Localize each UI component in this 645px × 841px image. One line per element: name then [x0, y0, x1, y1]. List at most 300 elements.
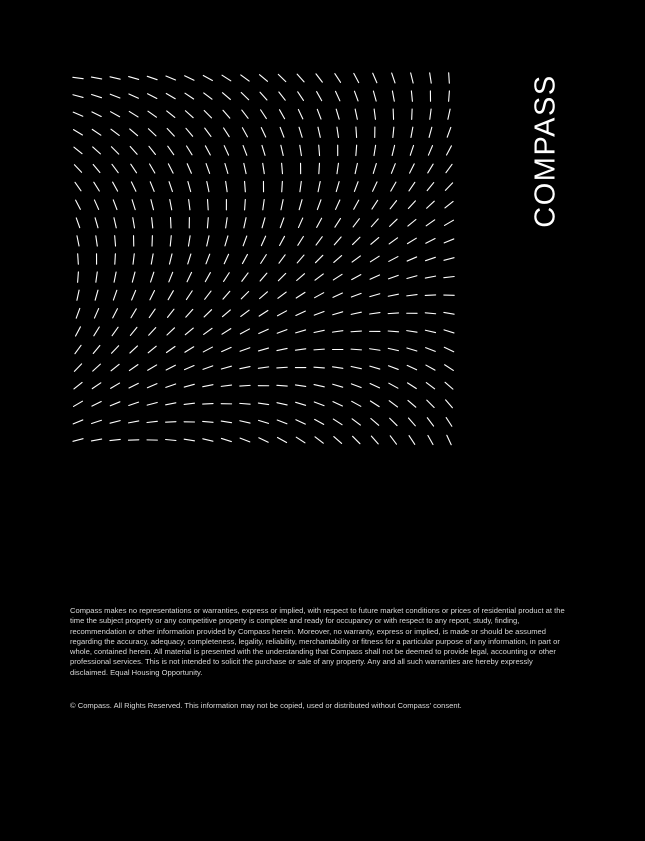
pattern-stroke — [260, 75, 268, 82]
pattern-stroke — [166, 76, 176, 80]
pattern-stroke — [388, 348, 398, 350]
pattern-stroke — [261, 255, 267, 264]
pattern-stroke — [221, 385, 231, 386]
pattern-stroke — [356, 145, 357, 155]
pattern-stroke — [110, 77, 120, 79]
pattern-stroke — [185, 328, 193, 335]
pattern-stroke — [425, 295, 435, 296]
pattern-stroke — [407, 331, 417, 333]
pattern-stroke — [167, 111, 175, 117]
pattern-stroke — [188, 182, 191, 192]
pattern-stroke — [73, 420, 83, 424]
pattern-stroke — [408, 383, 417, 389]
pattern-stroke — [278, 74, 285, 81]
pattern-stroke — [407, 238, 416, 243]
pattern-stroke — [337, 127, 339, 137]
pattern-stroke — [170, 236, 171, 246]
pattern-stroke — [333, 331, 343, 332]
pattern-stroke — [75, 345, 81, 353]
pattern-stroke — [282, 163, 283, 173]
pattern-stroke — [370, 366, 380, 369]
pattern-stroke — [73, 77, 83, 78]
pattern-stroke — [245, 181, 246, 191]
pattern-stroke — [166, 365, 175, 370]
pattern-stroke — [168, 146, 174, 155]
pattern-stroke — [279, 255, 285, 263]
pattern-stroke — [185, 366, 195, 370]
pattern-stroke — [429, 127, 432, 137]
pattern-stroke — [204, 310, 211, 317]
pattern-stroke — [113, 200, 117, 210]
pattern-stroke — [388, 331, 398, 332]
pattern-stroke — [445, 183, 452, 191]
pattern-stroke — [131, 309, 136, 318]
pattern-stroke — [207, 182, 209, 192]
pattern-stroke — [243, 146, 247, 156]
pattern-stroke — [261, 128, 265, 137]
pattern-stroke — [277, 420, 287, 424]
pattern-stroke — [408, 400, 416, 407]
pattern-stroke — [300, 181, 301, 191]
pattern-stroke — [187, 164, 191, 174]
pattern-stroke — [407, 365, 416, 369]
pattern-stroke — [370, 256, 379, 262]
pattern-stroke — [388, 313, 398, 314]
pattern-stroke — [110, 402, 120, 406]
pattern-stroke — [187, 272, 191, 281]
pattern-stroke — [258, 367, 268, 368]
pattern-stroke — [371, 219, 378, 227]
pattern-stroke — [94, 327, 99, 336]
pattern-stroke — [222, 93, 230, 100]
pattern-stroke — [425, 276, 435, 278]
pattern-stroke — [96, 236, 97, 246]
pattern-stroke — [112, 164, 118, 172]
pattern-stroke — [449, 73, 450, 83]
pattern-stroke — [277, 367, 287, 368]
pattern-stroke — [354, 200, 359, 209]
pattern-stroke — [129, 94, 139, 98]
pattern-stroke — [76, 308, 80, 318]
pattern-stroke — [208, 200, 209, 210]
pattern-stroke — [410, 164, 415, 173]
pattern-stroke — [203, 347, 212, 352]
pattern-stroke — [371, 238, 379, 245]
pattern-stroke — [351, 366, 361, 368]
pattern-stroke — [447, 127, 451, 137]
pattern-stroke — [149, 309, 155, 318]
pattern-stroke — [355, 109, 357, 119]
pattern-stroke — [315, 437, 323, 443]
pattern-stroke — [240, 403, 250, 404]
pattern-stroke — [112, 327, 118, 335]
pattern-stroke — [92, 129, 101, 135]
pattern-stroke — [295, 385, 305, 387]
pattern-stroke — [316, 237, 322, 245]
pattern-stroke — [241, 92, 248, 99]
pattern-stroke — [318, 182, 320, 192]
pattern-stroke — [278, 273, 285, 280]
pattern-stroke — [241, 292, 248, 299]
pattern-stroke — [262, 145, 265, 155]
pattern-stroke — [93, 364, 101, 371]
pattern-stroke — [203, 404, 213, 405]
pattern-stroke — [259, 310, 268, 316]
pattern-stroke — [281, 200, 283, 210]
pattern-stroke — [94, 309, 98, 319]
pattern-stroke — [240, 348, 250, 352]
pattern-stroke — [243, 236, 247, 246]
pattern-stroke — [207, 218, 208, 228]
pattern-stroke — [204, 111, 211, 118]
pattern-stroke — [188, 254, 191, 264]
pattern-stroke — [444, 277, 454, 278]
pattern-stroke — [354, 73, 359, 82]
pattern-stroke — [335, 74, 341, 83]
pattern-stroke — [298, 237, 304, 246]
pattern-stroke — [115, 254, 116, 264]
pattern-stroke — [314, 385, 324, 387]
legal-disclaimer: Compass makes no representations or warranties, express or implied, with respect to future market conditions or prices of residential product at the time the subject property or any competitive property is complete and ready for occupancy or with respect to any report, study, finding, recommendation or other information provided by Compass herein. Moreover, no warranty, express or implied, is made or should be assumed regarding the accuracy, adequacy, completeness, legality, reliability, merchantability or fitness for a particular purpose of any information, in part or whole, contained herein. All material is presented with the understanding that Compass shall not be deemed to provide legal, accounting or other professional services. This is not intended to solicit the purchase or sale of any property. Any and all such warranties are hereby expressly disclaimed. Equal Housing Opportunity. — [70, 606, 565, 677]
pattern-stroke — [222, 310, 230, 317]
pattern-stroke — [333, 293, 342, 297]
pattern-stroke — [114, 218, 116, 228]
pattern-stroke — [318, 127, 320, 137]
pattern-stroke — [92, 112, 101, 117]
pattern-stroke — [189, 200, 190, 210]
pattern-stroke — [280, 218, 284, 228]
pattern-stroke — [373, 164, 376, 174]
pattern-stroke — [74, 147, 82, 154]
pattern-stroke — [168, 291, 173, 300]
pattern-stroke — [370, 349, 380, 351]
pattern-stroke — [241, 75, 249, 81]
pattern-stroke — [76, 200, 81, 209]
copyright-notice: © Compass. All Rights Reserved. This information may not be copied, used or distributed without Compass’ consent. — [70, 701, 462, 710]
pattern-stroke — [242, 254, 247, 263]
pattern-stroke — [333, 402, 342, 406]
pattern-stroke — [203, 439, 213, 441]
pattern-stroke — [260, 92, 267, 100]
pattern-stroke — [91, 439, 101, 441]
pattern-stroke — [314, 330, 324, 332]
pattern-stroke — [261, 110, 267, 119]
pattern-stroke — [147, 384, 157, 388]
pattern-stroke — [166, 440, 176, 441]
pattern-stroke — [185, 76, 194, 80]
pattern-stroke — [206, 164, 210, 174]
pattern-stroke — [111, 129, 119, 135]
pattern-stroke — [223, 110, 230, 118]
pattern-stroke — [205, 273, 210, 282]
pattern-stroke — [110, 94, 120, 98]
pattern-stroke — [278, 292, 286, 298]
pattern-stroke — [185, 347, 194, 352]
pattern-stroke — [373, 73, 377, 83]
pattern-stroke — [296, 330, 306, 333]
pattern-stroke — [392, 145, 394, 155]
pattern-stroke — [315, 419, 324, 424]
pattern-stroke — [351, 331, 361, 332]
pattern-stroke — [241, 310, 249, 316]
pattern-stroke — [225, 236, 228, 246]
pattern-stroke — [279, 92, 285, 100]
pattern-stroke — [169, 272, 173, 282]
pattern-stroke — [151, 272, 154, 282]
pattern-stroke — [390, 418, 397, 425]
pattern-stroke — [352, 419, 360, 425]
pattern-stroke — [298, 92, 304, 101]
pattern-stroke — [407, 276, 417, 279]
pattern-stroke — [371, 436, 378, 444]
pattern-stroke — [425, 330, 435, 332]
pattern-stroke — [206, 254, 210, 264]
pattern-stroke — [168, 309, 174, 317]
pattern-stroke — [411, 127, 413, 137]
pattern-stroke — [204, 328, 212, 334]
pattern-stroke — [426, 239, 435, 244]
pattern-stroke — [225, 164, 228, 174]
pattern-stroke — [129, 402, 139, 405]
pattern-stroke — [148, 365, 157, 370]
pattern-stroke — [188, 236, 190, 246]
pattern-stroke — [370, 275, 380, 279]
pattern-stroke — [223, 291, 230, 299]
pattern-stroke — [411, 73, 413, 83]
pattern-stroke — [427, 183, 434, 191]
pattern-stroke — [167, 346, 175, 352]
pattern-stroke — [110, 421, 120, 424]
compass-logo — [518, 70, 574, 232]
pattern-stroke — [445, 365, 454, 371]
pattern-stroke — [240, 385, 250, 386]
pattern-stroke — [258, 403, 268, 405]
pattern-stroke — [204, 93, 212, 99]
pattern-stroke — [95, 290, 98, 300]
pattern-stroke — [392, 91, 394, 101]
pattern-stroke — [77, 290, 79, 300]
pattern-stroke — [425, 313, 435, 314]
pattern-stroke — [374, 145, 376, 155]
pattern-stroke — [446, 164, 452, 172]
pattern-stroke — [446, 400, 453, 408]
pattern-stroke — [149, 328, 156, 336]
pattern-stroke — [149, 146, 155, 154]
pattern-stroke — [390, 219, 397, 226]
pattern-stroke — [449, 91, 450, 101]
pattern-stroke — [92, 420, 102, 423]
pattern-stroke — [426, 365, 435, 370]
pattern-stroke — [370, 384, 379, 388]
pattern-stroke — [167, 328, 175, 335]
pattern-stroke — [245, 200, 246, 210]
pattern-stroke — [92, 383, 101, 389]
pattern-stroke — [353, 219, 359, 227]
pattern-stroke — [166, 403, 176, 405]
pattern-stroke — [262, 218, 265, 228]
pattern-stroke — [151, 254, 153, 264]
pattern-stroke — [372, 200, 378, 209]
pattern-stroke — [355, 163, 357, 173]
pattern-stroke — [296, 402, 306, 405]
pattern-stroke — [244, 218, 246, 228]
pattern-stroke — [280, 236, 285, 245]
pattern-stroke — [93, 346, 100, 354]
pattern-stroke — [130, 346, 138, 353]
pattern-stroke — [224, 146, 228, 155]
pattern-stroke — [336, 182, 339, 192]
pattern-stroke — [131, 182, 136, 191]
pattern-stroke — [388, 366, 398, 370]
pattern-stroke — [242, 110, 248, 118]
pattern-stroke — [277, 403, 287, 405]
pattern-stroke — [113, 182, 118, 191]
pattern-stroke — [354, 91, 358, 101]
pattern-stroke — [91, 77, 101, 79]
pattern-stroke — [76, 218, 79, 228]
pattern-stroke — [389, 401, 397, 407]
pattern-stroke — [315, 293, 324, 298]
pattern-stroke — [148, 129, 156, 136]
pattern-stroke — [411, 91, 412, 101]
pattern-stroke — [114, 272, 116, 282]
pattern-stroke — [333, 274, 342, 280]
pattern-stroke — [295, 349, 305, 350]
pattern-stroke — [391, 182, 396, 191]
pattern-stroke — [446, 418, 452, 427]
pattern-stroke — [317, 92, 322, 101]
pattern-stroke — [129, 383, 138, 388]
pattern-stroke — [132, 272, 135, 282]
pattern-stroke — [351, 312, 361, 314]
pattern-stroke — [444, 258, 454, 261]
pattern-stroke — [282, 181, 283, 191]
pattern-stroke — [408, 220, 416, 227]
pattern-stroke — [93, 165, 100, 173]
pattern-stroke — [279, 110, 284, 119]
pattern-stroke — [78, 272, 79, 282]
pattern-stroke — [373, 91, 376, 101]
pattern-stroke — [314, 367, 324, 368]
pattern-stroke — [298, 218, 302, 227]
pattern-stroke — [445, 201, 453, 207]
pattern-stroke — [170, 200, 172, 210]
pattern-stroke — [74, 382, 82, 388]
pattern-stroke — [335, 218, 341, 227]
pattern-stroke — [408, 418, 415, 426]
pattern-stroke — [315, 255, 322, 262]
pattern-stroke — [222, 347, 232, 351]
pattern-stroke — [187, 146, 192, 155]
pattern-stroke — [166, 422, 176, 423]
pattern-stroke — [299, 127, 302, 137]
pattern-stroke — [426, 257, 436, 260]
pattern-stroke — [296, 311, 305, 315]
pattern-stroke — [388, 275, 398, 279]
pattern-stroke — [352, 401, 361, 406]
pattern-stroke — [203, 76, 212, 81]
pattern-stroke — [444, 312, 454, 314]
pattern-stroke — [203, 366, 213, 369]
pattern-stroke — [370, 313, 380, 314]
pattern-stroke — [393, 127, 394, 137]
pattern-stroke — [263, 200, 264, 210]
pattern-stroke — [94, 182, 100, 191]
pattern-stroke — [78, 254, 79, 264]
pattern-stroke — [259, 438, 268, 442]
pattern-stroke — [334, 237, 341, 245]
pattern-stroke — [427, 400, 434, 407]
pattern-stroke — [314, 402, 324, 406]
pattern-stroke — [333, 384, 343, 387]
pattern-stroke — [74, 401, 83, 406]
pattern-stroke — [205, 146, 210, 155]
pattern-stroke — [317, 200, 321, 210]
pattern-stroke — [261, 236, 265, 245]
pattern-stroke — [221, 366, 231, 369]
pattern-stroke — [314, 349, 324, 350]
pattern-stroke — [333, 312, 343, 315]
pattern-stroke — [427, 201, 435, 208]
pattern-stroke — [260, 292, 268, 299]
pattern-stroke — [300, 145, 302, 155]
pattern-stroke — [92, 94, 102, 97]
pattern-stroke — [278, 437, 287, 442]
pattern-stroke — [296, 420, 305, 424]
pattern-stroke — [354, 182, 358, 192]
pattern-stroke — [407, 348, 417, 351]
pattern-stroke — [280, 127, 284, 137]
pattern-stroke — [96, 272, 97, 282]
pattern-stroke — [129, 77, 139, 80]
pattern-stroke — [259, 329, 268, 333]
pattern-stroke — [296, 437, 305, 443]
pattern-stroke — [407, 257, 417, 261]
pattern-stroke — [426, 348, 436, 352]
pattern-stroke — [371, 419, 379, 426]
pattern-stroke — [151, 200, 154, 210]
pattern-stroke — [314, 311, 324, 315]
pattern-stroke — [351, 384, 361, 388]
pattern-stroke — [430, 73, 432, 83]
pattern-stroke — [409, 436, 415, 445]
pattern-stroke — [316, 74, 322, 82]
pattern-stroke — [147, 421, 157, 422]
pattern-stroke — [185, 93, 194, 99]
pattern-stroke — [112, 346, 119, 354]
pattern-stroke — [73, 439, 83, 442]
pattern-stroke — [427, 418, 433, 426]
pattern-stroke — [317, 218, 322, 227]
pattern-stroke — [115, 236, 116, 246]
pattern-stroke — [428, 435, 433, 444]
pattern-stroke — [263, 163, 265, 173]
pattern-stroke — [259, 348, 269, 351]
pattern-stroke — [277, 385, 287, 386]
pattern-stroke — [76, 327, 81, 336]
pattern-stroke — [148, 346, 156, 353]
pattern-stroke — [260, 273, 267, 281]
pattern-stroke — [407, 295, 417, 296]
pattern-stroke — [132, 200, 135, 210]
pattern-stroke — [353, 436, 360, 443]
pattern-stroke — [129, 421, 139, 423]
pattern-stroke — [74, 130, 83, 135]
pattern-stroke — [337, 163, 338, 173]
pattern-stroke — [167, 129, 174, 137]
pattern-stroke — [240, 367, 250, 369]
pattern-stroke — [150, 164, 155, 173]
